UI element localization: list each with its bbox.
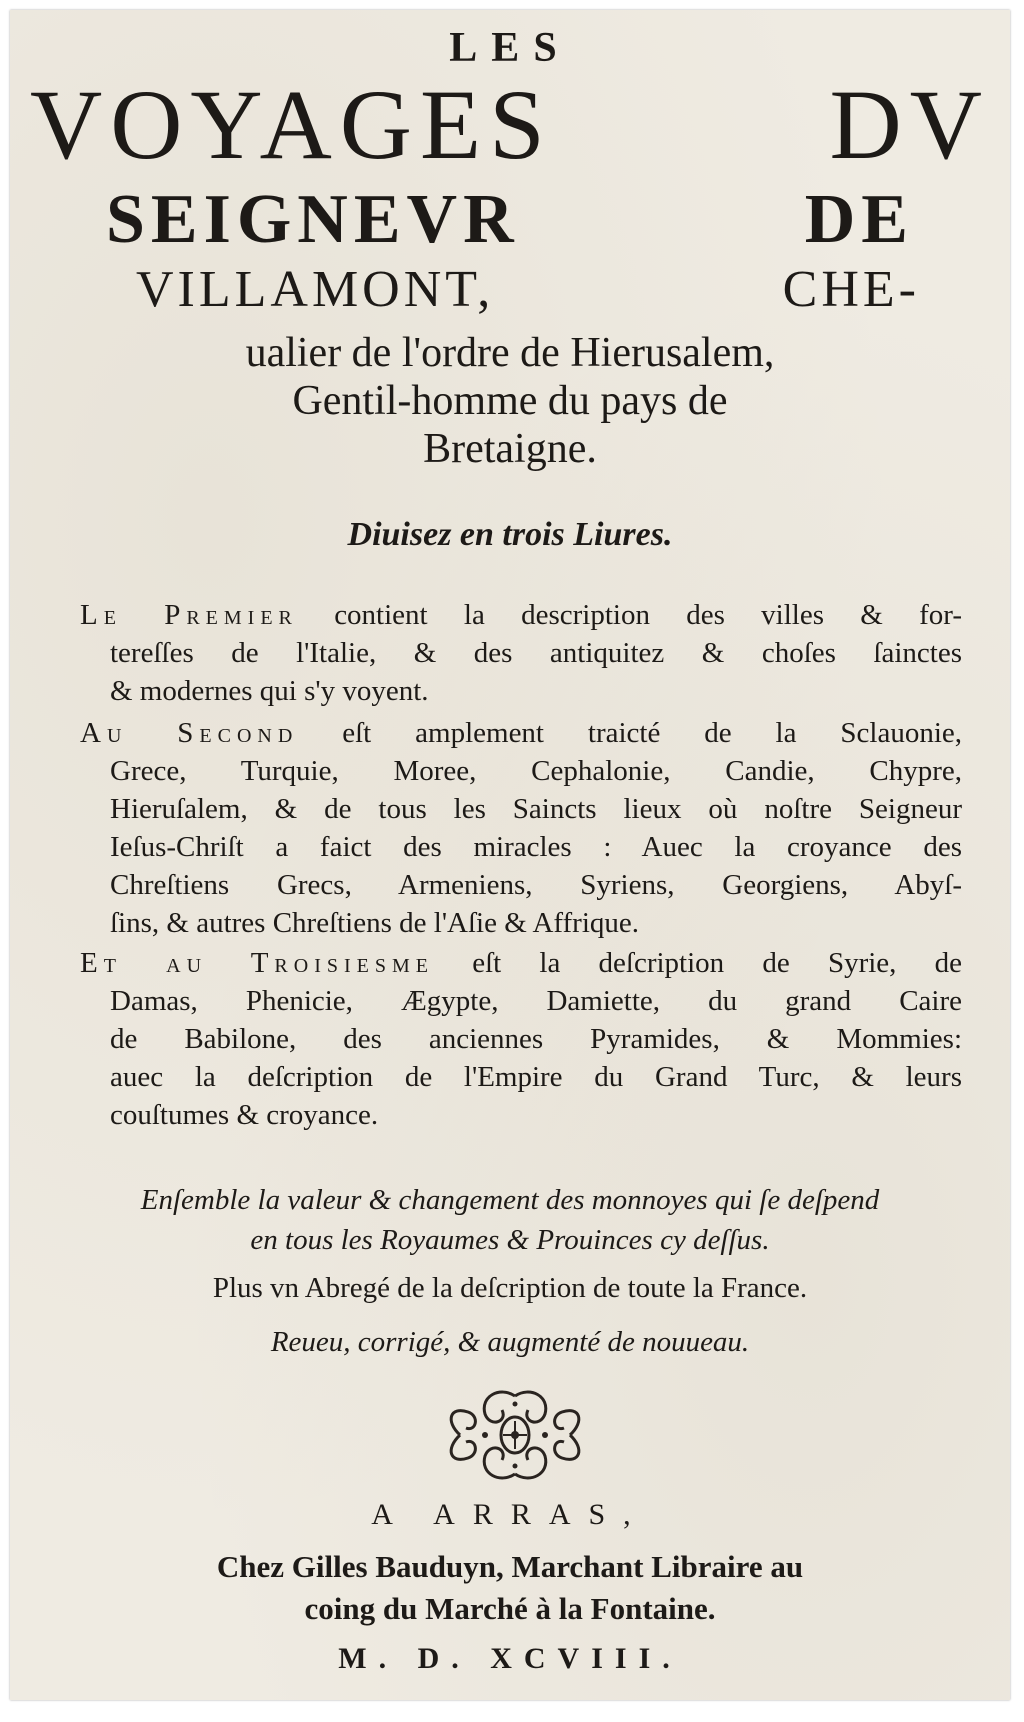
imprint-line-1: Chez Gilles Bauduyn, Marchant Libraire au	[216, 1549, 804, 1584]
paragraph-line: eſt amplement traicté de la Sclauonie,	[342, 717, 963, 749]
title-villamont: VILLAMONT, CHE-	[136, 261, 920, 318]
title-seigneur: SEIGNEVR DE	[106, 181, 914, 258]
imprint-date: M. D. XCVIII.	[338, 1642, 682, 1675]
paragraph-line: Hieruſalem, & de tous les Saincts lieux où noſtre Seigneur	[110, 793, 962, 825]
paragraph-premier	[80, 596, 962, 710]
paragraph-troisiesme	[80, 944, 962, 1134]
division-heading: Diuisez en trois Liures.	[347, 516, 673, 553]
paragraph-line: contient la description des villes & for-	[334, 599, 962, 631]
paragraph-line: auec la deſcription de l'Empire du Grand Turc, & leurs	[110, 1061, 962, 1093]
paragraph-line: de Babilone, des anciennes Pyramides, & Mommies:	[110, 1023, 962, 1055]
paragraph-line: & modernes qui s'y voyent.	[110, 675, 429, 707]
reueu-note: Reueu, corrigé, & augmenté de nouueau.	[270, 1326, 750, 1358]
printers-ornament-icon	[440, 1386, 590, 1484]
imprint-publisher	[10, 1546, 1010, 1630]
ensemble-line-1: Enſemble la valeur & changement des monnoyes qui ſe deſpend	[140, 1184, 880, 1216]
title-les: LES	[449, 25, 571, 71]
paragraph-second	[80, 714, 962, 942]
paragraph-line: couſtumes & croyance.	[110, 1099, 379, 1131]
ensemble-line-2: en tous les Royaumes & Prouinces cy deſſus.	[250, 1224, 770, 1256]
paragraph-line: eſt la deſcription de Syrie, de	[472, 947, 963, 979]
title-line-3: Bretaigne.	[423, 426, 597, 472]
paragraph-line: tereſſes de l'Italie, & des antiquitez & choſes ſainctes	[110, 637, 962, 669]
paragraph-line: Chreſtiens Grecs, Armeniens, Syriens, Georgiens, Abyſ-	[110, 869, 962, 901]
ensemble-note	[70, 1180, 950, 1260]
paragraph-line: Damas, Phenicie, Ægypte, Damiette, du grand Caire	[110, 985, 962, 1017]
title-line-1: ualier de l'ordre de Hierusalem,	[245, 330, 775, 376]
imprint-line-2: coing du Marché à la Fontaine.	[304, 1591, 716, 1626]
paragraph-lead: Et au Troisiesme	[80, 947, 434, 979]
title-line-2: Gentil-homme du pays de	[292, 378, 728, 424]
paragraph-lead: Au Second	[80, 717, 299, 749]
title-page	[10, 10, 1010, 1700]
imprint-city: A ARRAS,	[371, 1498, 649, 1531]
abrege-note: Plus vn Abregé de la deſcription de toute la France.	[212, 1272, 808, 1304]
paragraph-line: Grece, Turquie, Moree, Cephalonie, Candie, Chypre,	[110, 755, 962, 787]
paragraph-lead: Le Premier	[80, 599, 298, 631]
paragraph-line: Ieſus-Chriſt a faict des miracles : Auec la croyance des	[110, 831, 962, 863]
title-voyages: VOYAGES DV	[30, 69, 990, 180]
paragraph-line: ſins, & autres Chreſtiens de l'Aſie & Affrique.	[110, 907, 640, 939]
